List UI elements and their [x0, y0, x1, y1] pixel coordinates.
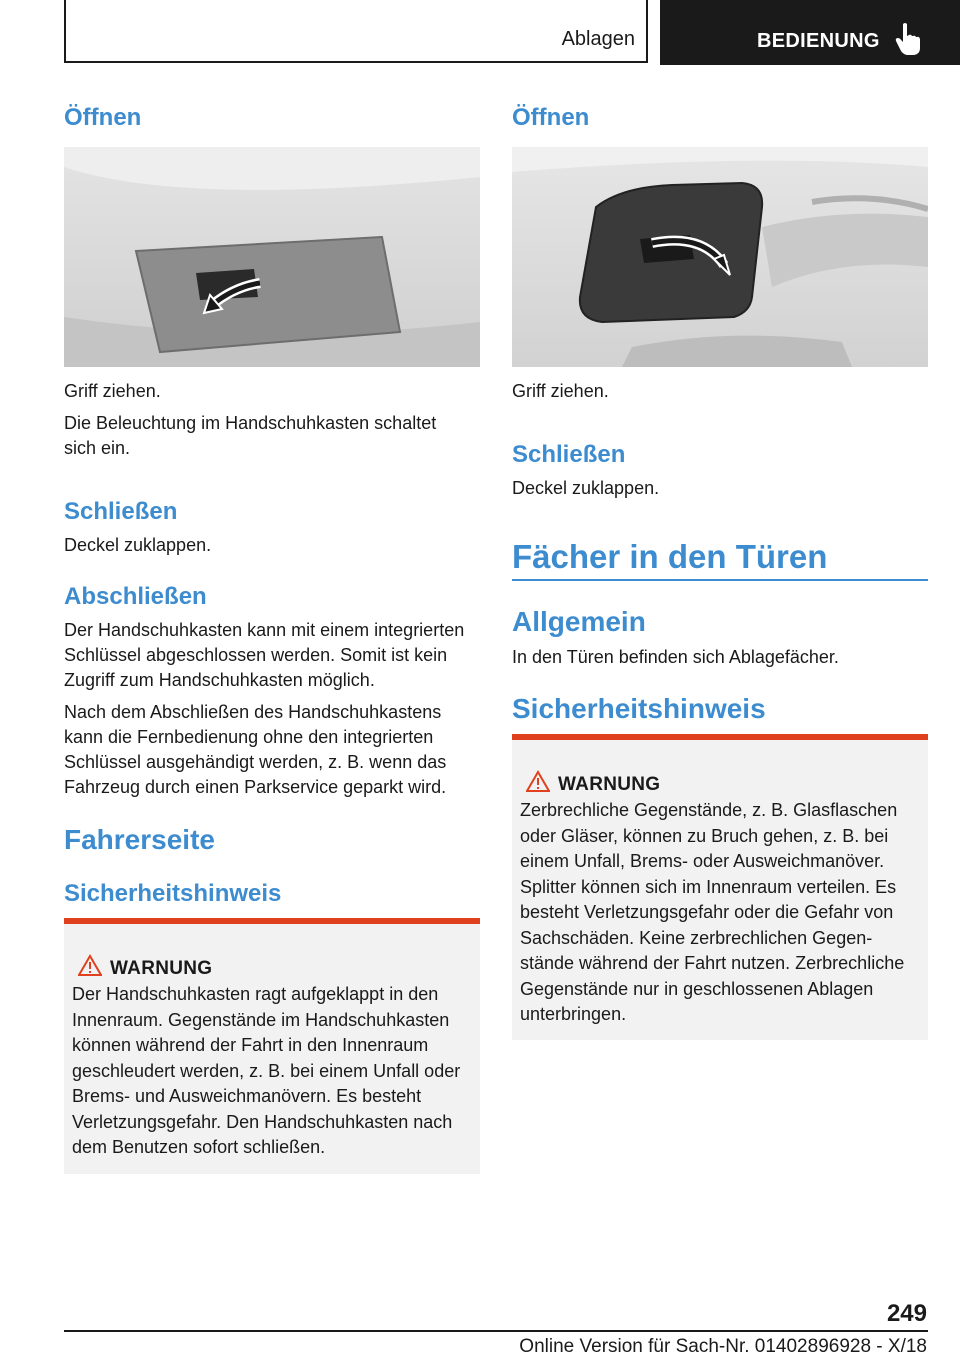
heading-oeffnen-right: Öffnen [512, 104, 590, 131]
text-deckel-zuklappen-right: Deckel zuklappen. [512, 478, 660, 498]
text-beleuchtung: Die Beleuchtung im Handschuhkasten schaltet sich ein. [64, 413, 437, 458]
text-abschliessen-2: Nach dem Abschließen des Handschuhkastens kann die Fernbedienung ohne den integrierten Schlüssel ausgehändigt werden, z. B. wenn das Fahrzeug durch einen Parkservice geparkt wird. [64, 702, 447, 797]
text-griff-ziehen-right: Griff ziehen. [512, 381, 609, 401]
heading-fahrerseite: Fahrerseite [64, 824, 215, 855]
text-allgemein: In den Türen befinden sich Ablagefächer. [512, 647, 839, 667]
driver-compartment-illustration [512, 147, 928, 367]
heading-sicherheitshinweis-right: Sicherheitshinweis [512, 693, 766, 724]
warning-box-right [512, 734, 928, 1040]
online-version-note: Online Version für Sach-Nr. 01402896928 - X/18 [519, 1336, 927, 1357]
glovebox-open-photo [64, 147, 480, 367]
warning-title-left: WARNUNG [110, 958, 213, 979]
warning-triangle-icon [526, 770, 550, 792]
heading-sicherheitshinweis-left: Sicherheitshinweis [64, 880, 282, 907]
warning-triangle-icon [78, 954, 102, 976]
header-chapter-tab [660, 0, 960, 65]
warning-box-left [64, 918, 480, 1174]
header-frame [64, 0, 648, 63]
warning-text-left: Der Handschuhkasten ragt aufgeklappt in den Innenraum. Gegenstände im Handschuhkasten können während der Fahrt in den Innenraum geschleudert werden, z. B. bei einem Unfall oder Brems- und Ausweichmanövern. Es besteht Verletzungsgefahr. Den Handschuhkasten nach dem Benutzen sofort schließen. [72, 984, 461, 1157]
heading-abschliessen: Abschließen [64, 583, 207, 610]
page-number: 249 [886, 1300, 927, 1327]
glovebox-illustration [64, 147, 480, 367]
section-rule [512, 579, 928, 581]
text-deckel-zuklappen-left: Deckel zuklappen. [64, 535, 212, 555]
glovebox-driver-photo [512, 147, 928, 367]
heading-allgemein: Allgemein [512, 606, 646, 637]
warning-title-right: WARNUNG [558, 774, 661, 795]
header-section-title: Ablagen [561, 28, 635, 50]
text-abschliessen-1: Der Handschuhkasten kann mit einem integrierten Schlüssel abgeschlossen werden. Somit ist kein Zugriff zum Handschuhkasten möglich. [64, 620, 465, 690]
heading-schliessen-right: Schließen [512, 441, 626, 468]
text-griff-ziehen-left: Griff ziehen. [64, 381, 161, 401]
footer-rule [64, 1330, 928, 1332]
heading-schliessen-left: Schließen [64, 498, 178, 525]
pointing-hand-icon [894, 22, 922, 56]
warning-text-right: Zerbrechliche Gegenstände, z. B. Glasflaschen oder Gläser, können zu Bruch gehen, z. B. bei einem Unfall, Brems- oder Ausweichmanöver. Splitter können sich im Innenraum verteilen. Es besteht Verletzungsgefahr oder die Gefahr von Sachschäden. Keine zerbrechlichen Gegenstände während der Fahrt nutzen. Zerbrechliche Gegenstände nur in geschlossenen Ablagen unterbringen. [520, 800, 905, 1024]
heading-oeffnen-left: Öffnen [64, 104, 142, 131]
header-chapter-label: BEDIENUNG [757, 30, 880, 52]
heading-faecher-in-den-tueren: Fächer in den Türen [512, 538, 828, 575]
